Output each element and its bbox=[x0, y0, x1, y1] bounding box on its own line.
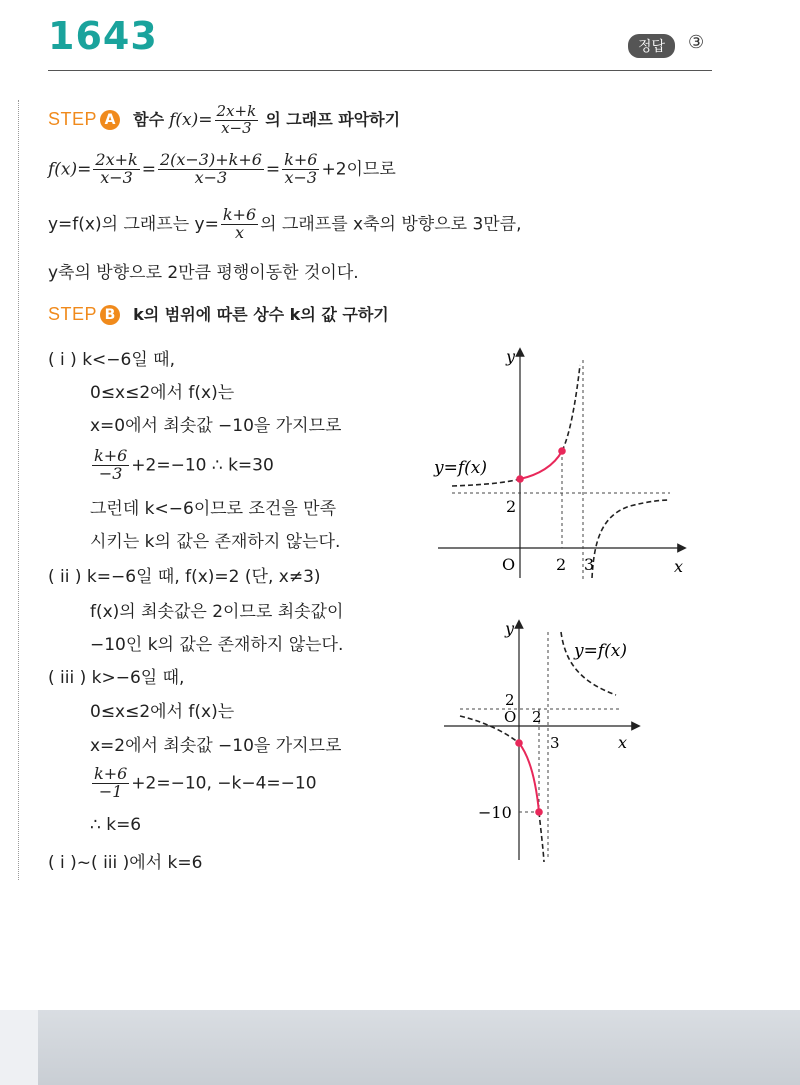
curve-left-upper bbox=[562, 365, 580, 451]
frac-num: k+6 bbox=[284, 150, 318, 169]
l1-tail: +2이므로 bbox=[321, 159, 396, 180]
case3-tail: +2=−10, −k−4=−10 bbox=[131, 773, 317, 794]
case3-line-3 bbox=[90, 766, 317, 801]
curve-right-branch bbox=[592, 500, 670, 578]
l1-eq2: = bbox=[265, 159, 281, 180]
page-bottom-band-edge bbox=[0, 1010, 38, 1085]
case3-line-2: x=2에서 최솟값 −10을 가지므로 bbox=[90, 736, 342, 756]
step-a-title-fx: f(x)= bbox=[169, 109, 213, 130]
end-point bbox=[558, 447, 566, 455]
curve-label: y=f(x) bbox=[434, 458, 487, 478]
step-a-line-1 bbox=[48, 152, 396, 187]
case1-tail: +2=−10 ∴ k=30 bbox=[131, 455, 274, 476]
graph-1 bbox=[430, 340, 700, 585]
step-b-title: k의 범위에 따른 상수 k의 값 구하기 bbox=[133, 305, 389, 324]
step-a-label: STEP bbox=[48, 108, 98, 129]
frac-num: k+6 bbox=[94, 446, 128, 465]
min-point bbox=[516, 475, 524, 483]
frac-den: −1 bbox=[92, 783, 129, 801]
tick-2y: 2 bbox=[506, 497, 517, 516]
y-label: y bbox=[505, 619, 515, 638]
x-label: x bbox=[674, 557, 684, 576]
l1-frac-1 bbox=[93, 152, 139, 187]
page-bottom-band bbox=[0, 1010, 800, 1085]
frac-num: 2x+k bbox=[95, 150, 138, 169]
case2-line-2: −10인 k의 값은 존재하지 않는다. bbox=[90, 635, 344, 655]
min-point bbox=[535, 808, 543, 816]
tick-3x: 3 bbox=[584, 555, 595, 574]
l1-fx: f(x)= bbox=[48, 159, 92, 180]
curve-label: y=f(x) bbox=[574, 641, 627, 661]
frac-num: 2x+k bbox=[216, 102, 257, 120]
frac-den: x−3 bbox=[93, 169, 139, 187]
case2-heading: ( ii ) k=−6일 때, f(x)=2 (단, x≠3) bbox=[48, 567, 321, 587]
frac-den: x−3 bbox=[215, 120, 259, 137]
y-label: y bbox=[506, 347, 516, 366]
l2-frac bbox=[221, 207, 258, 242]
origin-label: O bbox=[504, 708, 517, 726]
step-a-title-pre: 함수 bbox=[133, 109, 165, 129]
step-a-heading bbox=[48, 104, 400, 137]
tick-2x: 2 bbox=[532, 708, 542, 726]
tick-minus10: −10 bbox=[478, 803, 512, 822]
step-b-label: STEP bbox=[48, 304, 98, 324]
frac-den: x−3 bbox=[158, 169, 264, 187]
l1-eq: = bbox=[141, 159, 156, 180]
case1-line-5: 시키는 k의 값은 존재하지 않는다. bbox=[90, 532, 341, 552]
step-a-line-2 bbox=[48, 207, 522, 242]
case2-line-1: f(x)의 최솟값은 2이므로 최솟값이 bbox=[90, 602, 344, 622]
step-b-heading bbox=[48, 302, 389, 325]
margin-line bbox=[18, 100, 20, 880]
tick-2y: 2 bbox=[505, 691, 515, 709]
frac-num: 2(x−3)+k+6 bbox=[159, 150, 262, 169]
origin-label: O bbox=[502, 555, 516, 574]
curve-left-tail bbox=[452, 479, 520, 486]
step-a-title-frac bbox=[215, 104, 259, 137]
l1-frac-2 bbox=[158, 152, 264, 187]
l2-post: 의 그래프를 x축의 방향으로 3만큼, bbox=[260, 214, 522, 235]
frac-num: k+6 bbox=[222, 205, 257, 224]
curve-left-lower bbox=[539, 812, 544, 862]
case3-line-1: 0≤x≤2에서 f(x)는 bbox=[90, 702, 235, 722]
answer-badge: 정답 bbox=[628, 34, 675, 58]
case1-frac bbox=[92, 448, 129, 483]
step-a-line-3: y축의 방향으로 2만큼 평행이동한 것이다. bbox=[48, 263, 359, 283]
graph-2 bbox=[440, 612, 660, 872]
tick-3x: 3 bbox=[550, 734, 560, 752]
case3-line-4: ∴ k=6 bbox=[90, 815, 142, 835]
tick-2x: 2 bbox=[556, 555, 567, 574]
case1-line-1: 0≤x≤2에서 f(x)는 bbox=[90, 383, 235, 403]
conclusion: ( i )~( iii )에서 k=6 bbox=[48, 853, 203, 873]
l1-frac-3 bbox=[282, 152, 319, 187]
frac-den: x bbox=[221, 224, 258, 242]
case1-line-2: x=0에서 최솟값 −10을 가지므로 bbox=[90, 416, 342, 436]
step-a-title-post: 의 그래프 파악하기 bbox=[265, 109, 401, 129]
case1-heading: ( i ) k<−6일 때, bbox=[48, 350, 175, 370]
curve-segment bbox=[519, 743, 539, 812]
frac-den: −3 bbox=[92, 465, 129, 483]
case3-heading: ( iii ) k>−6일 때, bbox=[48, 668, 185, 688]
l2-pre: y=f(x)의 그래프는 y= bbox=[48, 214, 219, 235]
step-a-letter: A bbox=[100, 110, 120, 130]
header-divider bbox=[48, 70, 712, 71]
answer-value: ③ bbox=[688, 32, 705, 53]
frac-den: x−3 bbox=[282, 169, 319, 187]
x-label: x bbox=[618, 733, 628, 752]
case1-line-3 bbox=[90, 448, 274, 483]
case1-line-4: 그런데 k<−6이므로 조건을 만족 bbox=[90, 499, 337, 519]
frac-num: k+6 bbox=[94, 764, 128, 783]
y-intercept-point bbox=[515, 739, 523, 747]
step-b-letter: B bbox=[100, 305, 120, 325]
case3-frac bbox=[92, 766, 129, 801]
problem-number: 1643 bbox=[48, 14, 158, 58]
curve-segment bbox=[520, 451, 562, 479]
